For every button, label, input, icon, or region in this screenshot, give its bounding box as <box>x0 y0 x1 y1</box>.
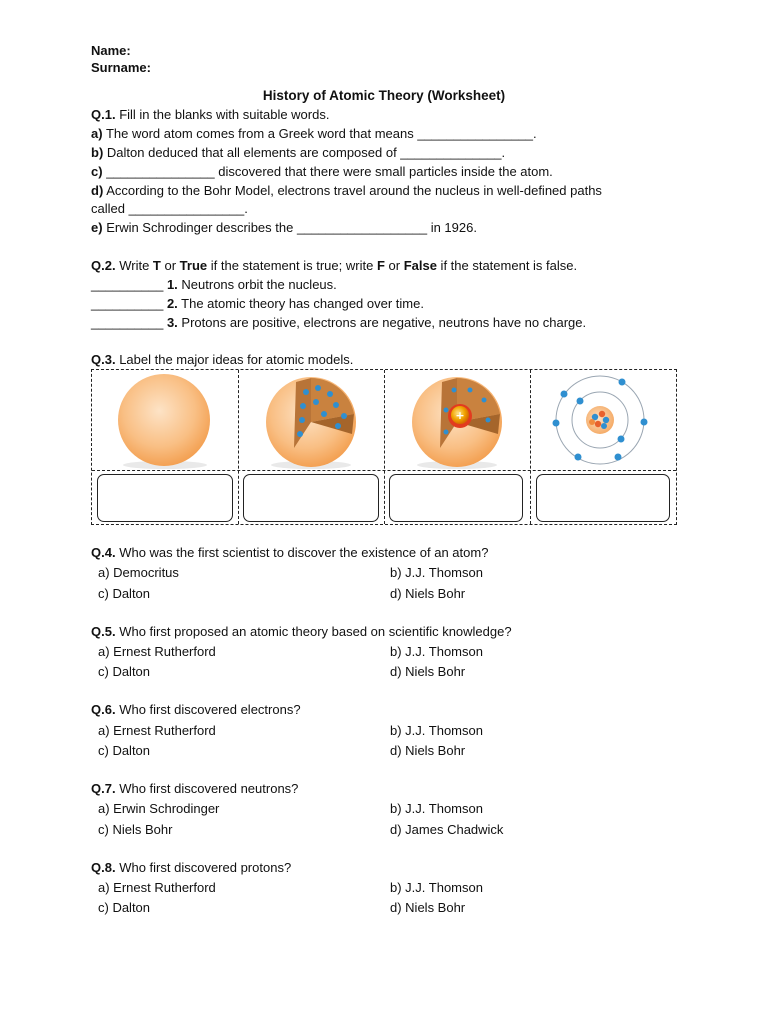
q4-option-c[interactable]: c) Dalton <box>98 586 151 601</box>
answer-box-model-3[interactable] <box>389 474 523 522</box>
q7-option-d[interactable]: d) James Chadwick <box>390 822 504 837</box>
q5-option-d[interactable]: d) Niels Bohr <box>390 664 466 679</box>
q1-prompt: Fill in the blanks with suitable words. <box>119 107 330 122</box>
q4-option-b[interactable]: b) J.J. Thomson <box>390 565 483 580</box>
q5-question: Q.5. Who first proposed an atomic theory based on scientific knowledge? <box>91 624 512 639</box>
q1-item-e: e) Erwin Schrodinger describes the __________________ in 1926. <box>91 220 477 235</box>
q6-option-b[interactable]: b) J.J. Thomson <box>390 723 483 738</box>
q3-number: Q.3. <box>91 352 116 367</box>
solid-sphere-model-image <box>92 370 238 470</box>
svg-text:+: + <box>455 409 465 422</box>
q2-statement-2: __________ 2. The atomic theory has changed over time. <box>91 296 424 311</box>
q8-question: Q.8. Who first discovered protons? <box>91 860 292 875</box>
q2-statement-1: __________ 1. Neutrons orbit the nucleus. <box>91 277 337 292</box>
q6-option-d[interactable]: d) Niels Bohr <box>390 743 466 758</box>
q6-question: Q.6. Who first discovered electrons? <box>91 702 301 717</box>
q8-option-a[interactable]: a) Ernest Rutherford <box>98 880 216 895</box>
q1-item-b: b) Dalton deduced that all elements are composed of ______________. <box>91 145 506 160</box>
plum-pudding-model-image <box>238 370 384 470</box>
q8-option-d[interactable]: d) Niels Bohr <box>390 900 466 915</box>
q5-option-c[interactable]: c) Dalton <box>98 664 151 679</box>
answer-box-model-4[interactable] <box>536 474 670 522</box>
atomic-models-table <box>91 369 677 525</box>
q6-option-c[interactable]: c) Dalton <box>98 743 151 758</box>
q8-option-b[interactable]: b) J.J. Thomson <box>390 880 483 895</box>
q5-option-b[interactable]: b) J.J. Thomson <box>390 644 483 659</box>
q4-question: Q.4. Who was the first scientist to discover the existence of an atom? <box>91 545 489 560</box>
q3-heading <box>91 351 353 369</box>
worksheet-title: History of Atomic Theory (Worksheet) <box>262 88 506 103</box>
q6-option-a[interactable]: a) Ernest Rutherford <box>98 723 216 738</box>
q1-heading <box>91 106 329 124</box>
q7-option-a[interactable]: a) Erwin Schrodinger <box>98 801 220 816</box>
name-label: Name: <box>91 43 131 58</box>
surname-label: Surname: <box>91 60 151 75</box>
q1-item-d: d) According to the Bohr Model, electrons travel around the nucleus in well-defined paths <box>91 183 602 198</box>
q4-option-d[interactable]: d) Niels Bohr <box>390 586 466 601</box>
q1-number: Q.1. <box>91 107 116 122</box>
answer-box-model-2[interactable] <box>243 474 379 522</box>
q5-option-a[interactable]: a) Ernest Rutherford <box>98 644 216 659</box>
q1-item-a: a) The word atom comes from a Greek word that means ________________. <box>91 126 537 141</box>
q2-number: Q.2. <box>91 258 116 273</box>
nuclear-model-image <box>384 370 530 470</box>
q4-option-a[interactable]: a) Democritus <box>98 565 179 580</box>
q2-statement-3: __________ 3. Protons are positive, electrons are negative, neutrons have no charge. <box>91 315 587 330</box>
q1-item-d-continued: called ________________. <box>91 201 248 216</box>
answer-box-model-1[interactable] <box>97 474 233 522</box>
table-divider <box>92 470 676 471</box>
q7-question: Q.7. Who first discovered neutrons? <box>91 781 299 796</box>
q2-heading: Q.2. Write T or True if the statement is true; write F or False if the statement is false. <box>91 258 578 273</box>
q7-option-b[interactable]: b) J.J. Thomson <box>390 801 483 816</box>
q7-option-c[interactable]: c) Niels Bohr <box>98 822 173 837</box>
bohr-model-image <box>530 370 676 470</box>
q1-item-c: c) _______________ discovered that there were small particles inside the atom. <box>91 164 553 179</box>
q3-prompt: Label the major ideas for atomic models. <box>119 352 354 367</box>
q8-option-c[interactable]: c) Dalton <box>98 900 151 915</box>
